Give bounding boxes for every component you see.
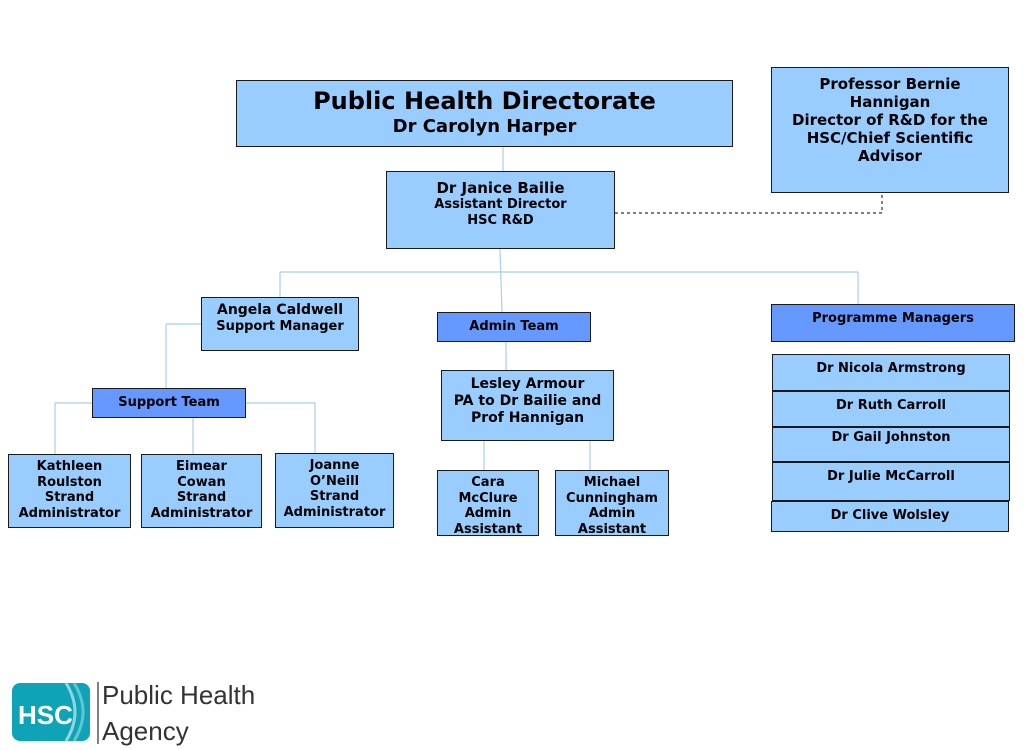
programme-manager-item bbox=[772, 391, 1010, 427]
assistant-director-name: Dr Janice Bailie bbox=[436, 179, 565, 197]
admin-assistant-box bbox=[555, 470, 669, 536]
hsc-logo-graphic bbox=[10, 680, 260, 746]
support-manager-name: Angela Caldwell bbox=[216, 302, 343, 318]
professor-line: Professor Bernie bbox=[819, 75, 961, 93]
strand-admin-line: Administrator bbox=[18, 505, 121, 521]
programme-manager-name: Dr Julie McCarroll bbox=[827, 469, 955, 484]
logo-line-2: Agency bbox=[102, 716, 189, 746]
programme-manager-name: Dr Clive Wolsley bbox=[830, 508, 950, 523]
professor-line: Hannigan bbox=[849, 93, 931, 111]
strand-admin-line: Strand bbox=[309, 489, 360, 505]
assistant-director-unit: HSC R&D bbox=[467, 212, 534, 228]
programme-manager-item bbox=[771, 501, 1009, 532]
programme-manager-item bbox=[772, 462, 1010, 501]
programme-manager-item bbox=[772, 354, 1010, 391]
strand-admin-line: Kathleen bbox=[36, 459, 103, 474]
professor-line: Advisor bbox=[858, 147, 922, 165]
support-manager-box bbox=[201, 297, 359, 351]
admin-assistant-line: Cunningham bbox=[566, 490, 658, 506]
strand-admin-box bbox=[8, 454, 131, 528]
directorate-box bbox=[236, 80, 733, 147]
pa-line: Prof Hannigan bbox=[470, 409, 585, 426]
professor-line: HSC/Chief Scientific bbox=[806, 129, 974, 147]
strand-admin-line: Administrator bbox=[283, 504, 386, 520]
logo-line-1: Public Health bbox=[102, 680, 256, 710]
assistant-director-role: Assistant Director bbox=[434, 197, 567, 212]
programme-managers-label: Programme Managers bbox=[812, 311, 974, 326]
admin-assistant-line: Assistant bbox=[577, 521, 647, 537]
support-team-box bbox=[92, 388, 246, 418]
admin-assistant-line: Admin bbox=[588, 506, 636, 522]
programme-manager-name: Dr Ruth Carroll bbox=[836, 398, 946, 413]
strand-admin-line: Cowan bbox=[177, 474, 226, 490]
programme-manager-name: Dr Nicola Armstrong bbox=[816, 361, 966, 376]
professor-box bbox=[771, 67, 1009, 193]
strand-admin-line: Roulston bbox=[37, 474, 102, 490]
admin-assistant-line: McClure bbox=[458, 490, 518, 506]
admin-assistant-line: Cara bbox=[471, 475, 505, 490]
programme-manager-name: Dr Gail Johnston bbox=[831, 430, 951, 445]
strand-admin-line: Joanne bbox=[309, 458, 360, 473]
directorate-head: Dr Carolyn Harper bbox=[392, 115, 577, 137]
strand-admin-line: Eimear bbox=[176, 459, 227, 474]
hsc-logo bbox=[10, 680, 260, 750]
strand-admin-box bbox=[141, 454, 262, 528]
professor-line: Director of R&D for the bbox=[792, 111, 988, 129]
admin-assistant-line: Assistant bbox=[453, 521, 523, 537]
hsc-badge-text: HSC bbox=[18, 700, 73, 730]
programme-manager-item bbox=[772, 427, 1010, 462]
strand-admin-line: Strand bbox=[44, 490, 95, 506]
support-manager-role: Support Manager bbox=[216, 318, 344, 334]
strand-admin-line: Strand bbox=[176, 490, 227, 506]
strand-admin-line: Administrator bbox=[150, 505, 253, 521]
pa-box bbox=[441, 370, 614, 441]
strand-admin-line: O’Neill bbox=[309, 473, 360, 489]
admin-team-label: Admin Team bbox=[469, 319, 559, 334]
pa-line: Lesley Armour bbox=[470, 376, 585, 392]
admin-assistant-line: Admin bbox=[464, 506, 512, 522]
pa-line: PA to Dr Bailie and bbox=[453, 392, 602, 409]
admin-assistant-line: Michael bbox=[583, 475, 641, 490]
strand-admin-box bbox=[275, 453, 394, 528]
programme-managers-box bbox=[771, 304, 1015, 342]
assistant-director-box bbox=[386, 171, 615, 249]
admin-assistant-box bbox=[437, 470, 539, 536]
support-team-label: Support Team bbox=[118, 395, 220, 410]
admin-team-box bbox=[437, 312, 591, 342]
directorate-title: Public Health Directorate bbox=[313, 87, 656, 115]
